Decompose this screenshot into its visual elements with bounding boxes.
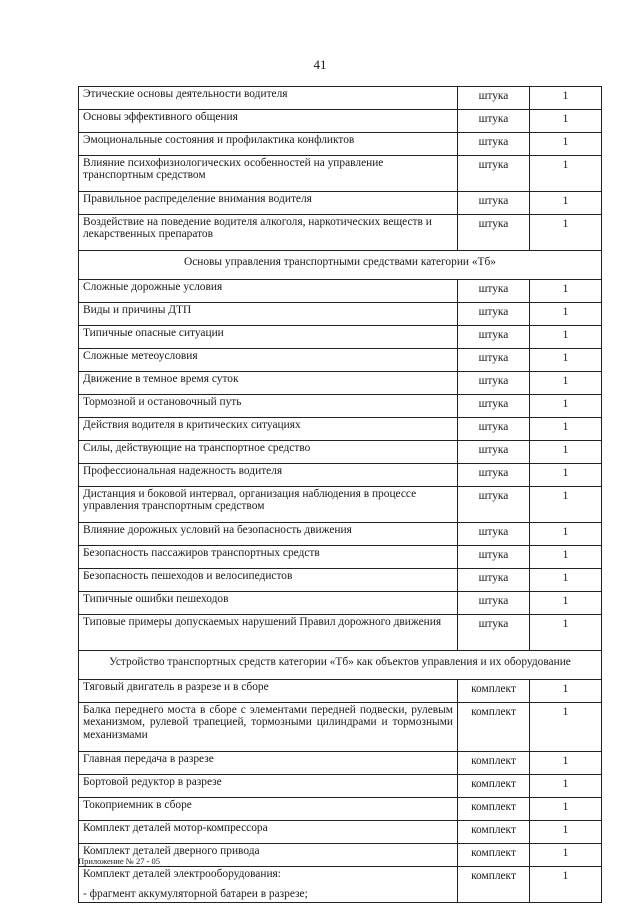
item-quantity: 1 xyxy=(530,110,602,133)
item-name-text: Действия водителя в критических ситуациях xyxy=(83,419,301,431)
item-name xyxy=(79,441,458,464)
table-row xyxy=(79,372,602,395)
item-quantity: 1 xyxy=(530,487,602,523)
item-unit: штука xyxy=(458,615,530,651)
table-row xyxy=(79,215,602,251)
table-row xyxy=(79,464,602,487)
item-unit: штука xyxy=(458,441,530,464)
item-name-text: Сложные дорожные условия xyxy=(83,281,223,293)
item-unit: штука xyxy=(458,215,530,251)
item-unit: штука xyxy=(458,569,530,592)
item-unit: комплект xyxy=(458,752,530,775)
item-unit: штука xyxy=(458,464,530,487)
item-name xyxy=(79,133,458,156)
item-name xyxy=(79,775,458,798)
item-quantity: 1 xyxy=(530,523,602,546)
item-name xyxy=(79,418,458,441)
item-unit: штука xyxy=(458,523,530,546)
table-row xyxy=(79,418,602,441)
table-row xyxy=(79,615,602,651)
table-row xyxy=(79,569,602,592)
item-quantity: 1 xyxy=(530,349,602,372)
item-name-text: Тяговый двигатель в разрезе и в сборе xyxy=(83,681,269,693)
item-unit: комплект xyxy=(458,821,530,844)
table-row xyxy=(79,192,602,215)
item-name xyxy=(79,156,458,192)
item-name-text: Эмоциональные состояния и профилактика конфликтов xyxy=(83,134,355,146)
item-name-text: Комплект деталей дверного привода xyxy=(83,845,260,857)
item-unit: штука xyxy=(458,326,530,349)
item-name xyxy=(79,615,458,651)
table-row xyxy=(79,798,602,821)
table-row xyxy=(79,326,602,349)
section-title: Устройство транспортных средств категории «Тб» как объектов управления и их оборудование xyxy=(79,651,602,680)
section-title: Основы управления транспортными средствами категории «Тб» xyxy=(79,251,602,280)
table-row xyxy=(79,775,602,798)
item-subtext: - фрагмент аккумуляторной батареи в разрезе; xyxy=(83,888,308,901)
item-quantity: 1 xyxy=(530,867,602,903)
table-row xyxy=(79,133,602,156)
item-unit: комплект xyxy=(458,844,530,867)
item-quantity: 1 xyxy=(530,280,602,303)
item-unit: штука xyxy=(458,372,530,395)
item-quantity: 1 xyxy=(530,615,602,651)
item-quantity: 1 xyxy=(530,798,602,821)
item-name-text: Этические основы деятельности водителя xyxy=(83,88,288,100)
item-unit: комплект xyxy=(458,703,530,752)
item-name xyxy=(79,821,458,844)
item-name-text: Основы эффективного общения xyxy=(83,111,238,123)
item-name-text: Комплект деталей электрооборудования: xyxy=(83,868,281,880)
item-unit: штука xyxy=(458,156,530,192)
item-name xyxy=(79,372,458,395)
item-name-text: Тормозной и остановочный путь xyxy=(83,396,242,408)
item-name xyxy=(79,546,458,569)
item-name-text: Типичные ошибки пешеходов xyxy=(83,593,229,605)
item-name-text: Комплект деталей мотор-компрессора xyxy=(83,822,268,834)
item-name-text: Правильное распределение внимания водителя xyxy=(83,193,312,205)
item-unit: штука xyxy=(458,592,530,615)
item-name xyxy=(79,215,458,251)
item-name-text: Главная передача в разрезе xyxy=(83,753,214,765)
item-quantity: 1 xyxy=(530,418,602,441)
item-name xyxy=(79,349,458,372)
item-name-text: Токоприемник в сборе xyxy=(83,799,192,811)
item-name xyxy=(79,867,458,903)
item-name-text: Воздействие на поведение водителя алкоголя, наркотических веществ и лекарственных препаратов xyxy=(83,216,432,241)
item-quantity: 1 xyxy=(530,326,602,349)
item-name-text: Сложные метеоусловия xyxy=(83,350,198,362)
item-name xyxy=(79,569,458,592)
item-name xyxy=(79,395,458,418)
item-name-text: Силы, действующие на транспортное средство xyxy=(83,442,311,454)
item-name-text: Влияние дорожных условий на безопасность движения xyxy=(83,524,352,536)
item-name-text: Бортовой редуктор в разрезе xyxy=(83,776,222,788)
item-name xyxy=(79,464,458,487)
table-row xyxy=(79,680,602,703)
item-quantity: 1 xyxy=(530,844,602,867)
table-section-row xyxy=(79,651,602,680)
item-quantity: 1 xyxy=(530,372,602,395)
table-row xyxy=(79,821,602,844)
item-name-text: Движение в темное время суток xyxy=(83,373,239,385)
item-name-text: Влияние психофизиологических особенностей на управление транспортным средством xyxy=(83,157,384,182)
item-name-text: Безопасность пассажиров транспортных средств xyxy=(83,547,320,559)
item-name xyxy=(79,592,458,615)
item-name-text: Типичные опасные ситуации xyxy=(83,327,224,339)
item-quantity: 1 xyxy=(530,133,602,156)
item-name xyxy=(79,326,458,349)
item-name-text: Профессиональная надежность водителя xyxy=(83,465,283,477)
item-name-text: Балка переднего моста в сборе с элементами передней подвески, рулевым механизмом, рулевой трапецией, тормозными цилиндрами и тормозными механизмами xyxy=(83,704,453,741)
item-name xyxy=(79,798,458,821)
table-row xyxy=(79,487,602,523)
item-quantity: 1 xyxy=(530,395,602,418)
item-name xyxy=(79,303,458,326)
footer-note: Приложение № 27 - 05 xyxy=(78,856,161,866)
table-row xyxy=(79,703,602,752)
item-name-text: Дистанция и боковой интервал, организация наблюдения в процессе управления транспортным средством xyxy=(83,488,417,513)
item-unit: штука xyxy=(458,349,530,372)
item-unit: штука xyxy=(458,192,530,215)
table-section-row xyxy=(79,251,602,280)
item-unit: штука xyxy=(458,395,530,418)
item-name-text: Безопасность пешеходов и велосипедистов xyxy=(83,570,293,582)
item-name xyxy=(79,523,458,546)
item-quantity: 1 xyxy=(530,752,602,775)
table-row xyxy=(79,156,602,192)
item-quantity: 1 xyxy=(530,215,602,251)
item-unit: комплект xyxy=(458,680,530,703)
table-row xyxy=(79,523,602,546)
item-unit: штука xyxy=(458,280,530,303)
item-quantity: 1 xyxy=(530,87,602,110)
item-name xyxy=(79,752,458,775)
item-unit: штука xyxy=(458,487,530,523)
table-row xyxy=(79,280,602,303)
item-name xyxy=(79,192,458,215)
item-unit: штука xyxy=(458,133,530,156)
item-quantity: 1 xyxy=(530,156,602,192)
item-quantity: 1 xyxy=(530,569,602,592)
item-unit: комплект xyxy=(458,867,530,903)
table-row xyxy=(79,867,602,903)
item-name xyxy=(79,680,458,703)
table-row xyxy=(79,441,602,464)
item-quantity: 1 xyxy=(530,680,602,703)
item-name-text: Типовые примеры допускаемых нарушений Правил дорожного движения xyxy=(83,616,442,628)
item-unit: штука xyxy=(458,418,530,441)
item-name xyxy=(79,110,458,133)
item-quantity: 1 xyxy=(530,703,602,752)
item-unit: штука xyxy=(458,303,530,326)
item-quantity: 1 xyxy=(530,775,602,798)
table-row xyxy=(79,303,602,326)
table-row xyxy=(79,592,602,615)
item-name xyxy=(79,703,458,752)
table-row xyxy=(79,752,602,775)
table-row xyxy=(79,546,602,569)
item-quantity: 1 xyxy=(530,441,602,464)
item-quantity: 1 xyxy=(530,592,602,615)
item-unit: комплект xyxy=(458,775,530,798)
item-unit: штука xyxy=(458,110,530,133)
item-unit: штука xyxy=(458,546,530,569)
item-quantity: 1 xyxy=(530,192,602,215)
table-row xyxy=(79,87,602,110)
item-quantity: 1 xyxy=(530,546,602,569)
item-name xyxy=(79,487,458,523)
item-unit: штука xyxy=(458,87,530,110)
item-quantity: 1 xyxy=(530,821,602,844)
table-row xyxy=(79,395,602,418)
equipment-table xyxy=(78,86,602,903)
page-number: 41 xyxy=(313,57,327,72)
item-quantity: 1 xyxy=(530,464,602,487)
item-quantity: 1 xyxy=(530,303,602,326)
item-name-text: Виды и причины ДТП xyxy=(83,304,192,316)
item-name xyxy=(79,87,458,110)
table-row xyxy=(79,349,602,372)
item-name xyxy=(79,280,458,303)
item-unit: комплект xyxy=(458,798,530,821)
table-row xyxy=(79,110,602,133)
